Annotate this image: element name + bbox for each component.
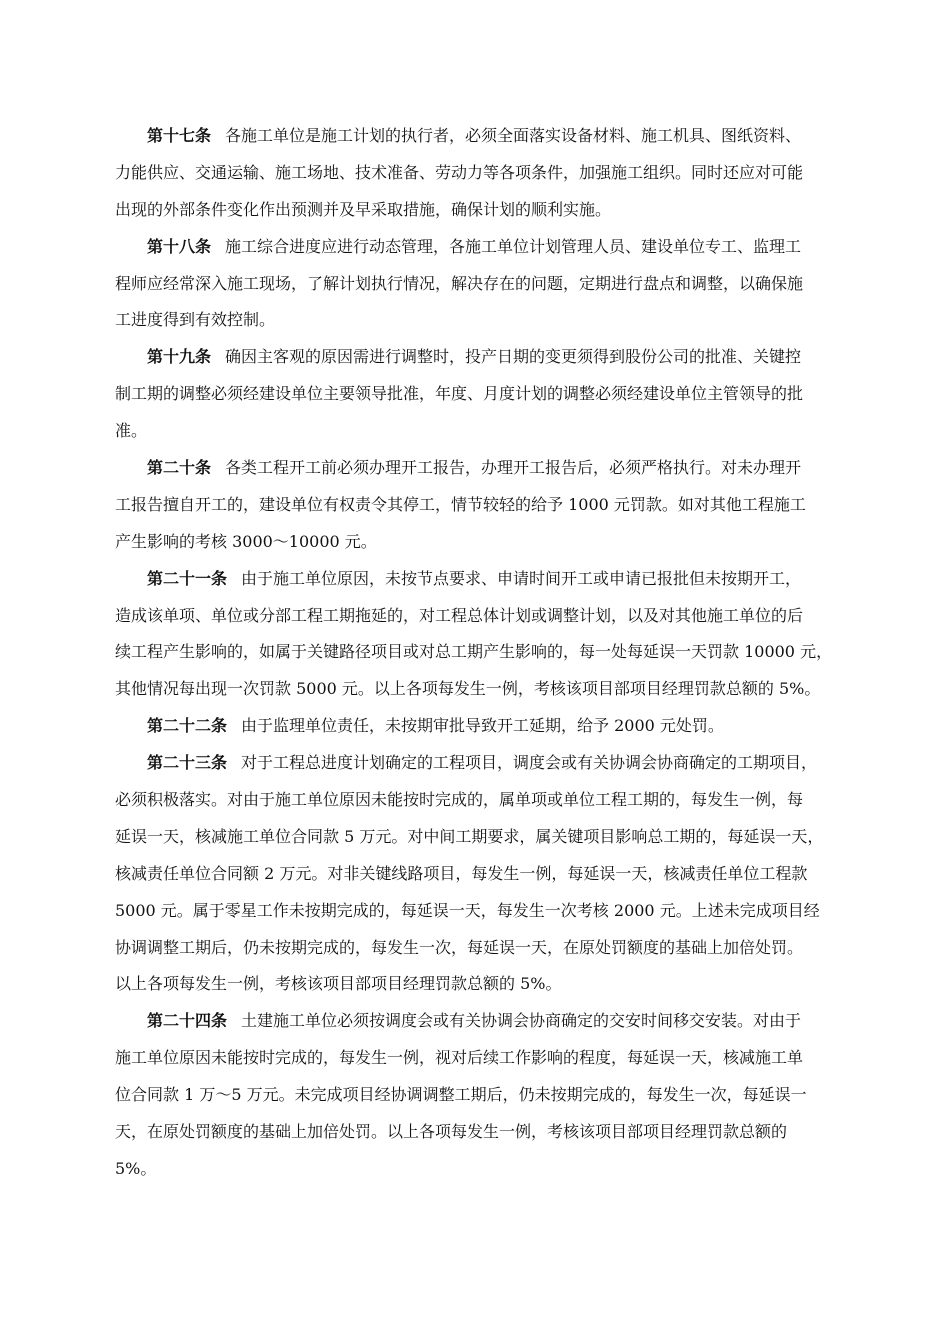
article-22-text-1: 由于监理单位责任，未按期审批导致开工延期，给予 2000 元处罚。 bbox=[241, 716, 724, 736]
article-18-line-2: 程师应经常深入施工现场，了解计划执行情况，解决存在的问题，定期进行盘点和调整，以确保施 bbox=[115, 273, 804, 293]
article-24-title: 第二十四条 bbox=[147, 1011, 228, 1031]
article-23-line-7: 以上各项每发生一例，考核该项目部项目经理罚款总额的 5%。 bbox=[115, 974, 562, 994]
article-20-title: 第二十条 bbox=[147, 458, 212, 478]
article-18-line-3: 工进度得到有效控制。 bbox=[115, 310, 276, 330]
article-19-line-2: 制工期的调整必须经建设单位主要领导批准，年度、月度计划的调整必须经建设单位主管领导的批 bbox=[115, 384, 804, 404]
article-20-line-3: 产生影响的考核 3000～10000 元。 bbox=[115, 531, 377, 551]
article-18-text-1: 施工综合进度应进行动态管理，各施工单位计划管理人员、建设单位专工、监理工 bbox=[225, 236, 802, 256]
article-19-line-3: 准。 bbox=[115, 421, 148, 441]
article-22-line-1 bbox=[115, 708, 837, 745]
article-23-line-5: 5000 元。属于零星工作未按期完成的，每延误一天，每发生一次考核 2000 元。上述未完成项目经 bbox=[115, 900, 820, 920]
article-17-line-3: 出现的外部条件变化作出预测并及早采取措施，确保计划的顺利实施。 bbox=[115, 199, 612, 219]
article-18-title: 第十八条 bbox=[147, 236, 212, 256]
article-23-line-1 bbox=[115, 745, 837, 782]
article-20-line-2: 工报告擅自开工的，建设单位有权责令其停工，情节较轻的给予 1000 元罚款。如对其他工程施工 bbox=[115, 494, 806, 514]
article-19-title: 第十九条 bbox=[147, 347, 212, 367]
article-21-line-2: 造成该单项、单位或分部工程工期拖延的，对工程总体计划或调整计划，以及对其他施工单位的后 bbox=[115, 605, 804, 625]
article-23-line-2: 必须积极落实。对由于施工单位原因未能按时完成的，属单项或单位工程工期的，每发生一例，每 bbox=[115, 790, 804, 810]
article-21-line-1 bbox=[115, 561, 837, 598]
article-24-text-1: 土建施工单位必须按调度会或有关协调会协商确定的交安时间移交安装。对由于 bbox=[241, 1011, 802, 1031]
article-21-line-4: 其他情况每出现一次罚款 5000 元。以上各项每发生一例，考核该项目部项目经理罚款总额的 5%。 bbox=[115, 679, 821, 699]
article-21-title: 第二十一条 bbox=[147, 568, 228, 588]
article-24-line-1 bbox=[115, 1003, 837, 1040]
article-17-text-1: 各施工单位是施工计划的执行者，必须全面落实设备材料、施工机具、图纸资料、 bbox=[225, 126, 802, 145]
article-20-text-1: 各类工程开工前必须办理开工报告，办理开工报告后，必须严格执行。对未办理开 bbox=[225, 458, 802, 478]
article-24-line-4: 天，在原处罚额度的基础上加倍处罚。以上各项每发生一例，考核该项目部项目经理罚款总额的 bbox=[115, 1122, 788, 1142]
article-24-line-5: 5%。 bbox=[115, 1158, 157, 1178]
article-24-line-3: 位合同款 1 万～5 万元。未完成项目经协调调整工期后，仍未按期完成的，每发生一次，每延误一 bbox=[115, 1085, 807, 1105]
article-21-text-1: 由于施工单位原因，未按节点要求、申请时间开工或申请已报批但未按期开工， bbox=[241, 568, 802, 588]
article-18-line-1 bbox=[115, 229, 837, 266]
article-17-line-1 bbox=[115, 118, 837, 155]
article-20-line-1 bbox=[115, 450, 837, 487]
article-23-line-6: 协调调整工期后，仍未按期完成的，每发生一次，每延误一天，在原处罚额度的基础上加倍处罚。 bbox=[115, 937, 804, 957]
article-17-title: 第十七条 bbox=[147, 126, 212, 145]
article-19-text-1: 确因主客观的原因需进行调整时，投产日期的变更须得到股份公司的批准、关键控 bbox=[225, 347, 802, 367]
article-17-line-2: 力能供应、交通运输、施工场地、技术准备、劳动力等各项条件，加强施工组织。同时还应对可能 bbox=[115, 162, 804, 182]
article-23-line-3: 延误一天，核减施工单位合同款 5 万元。对中间工期要求，属关键项目影响总工期的，每延误一天， bbox=[115, 826, 824, 846]
article-23-text-1: 对于工程总进度计划确定的工程项目，调度会或有关协调会协商确定的工期项目， bbox=[241, 753, 818, 773]
article-24-line-2: 施工单位原因未能按时完成的，每发生一例，视对后续工作影响的程度，每延误一天，核减施工单 bbox=[115, 1048, 804, 1068]
article-23-line-4: 核减责任单位合同额 2 万元。对非关键线路项目，每发生一例，每延误一天，核减责任单位工程款 bbox=[115, 863, 808, 883]
article-19-line-1 bbox=[115, 339, 837, 376]
article-23-title: 第二十三条 bbox=[147, 753, 228, 773]
document-page bbox=[115, 118, 837, 1188]
article-22-title: 第二十二条 bbox=[147, 716, 228, 736]
article-21-line-3: 续工程产生影响的，如属于关键路径项目或对总工期产生影响的，每一处每延误一天罚款 10000 元， bbox=[115, 642, 833, 662]
